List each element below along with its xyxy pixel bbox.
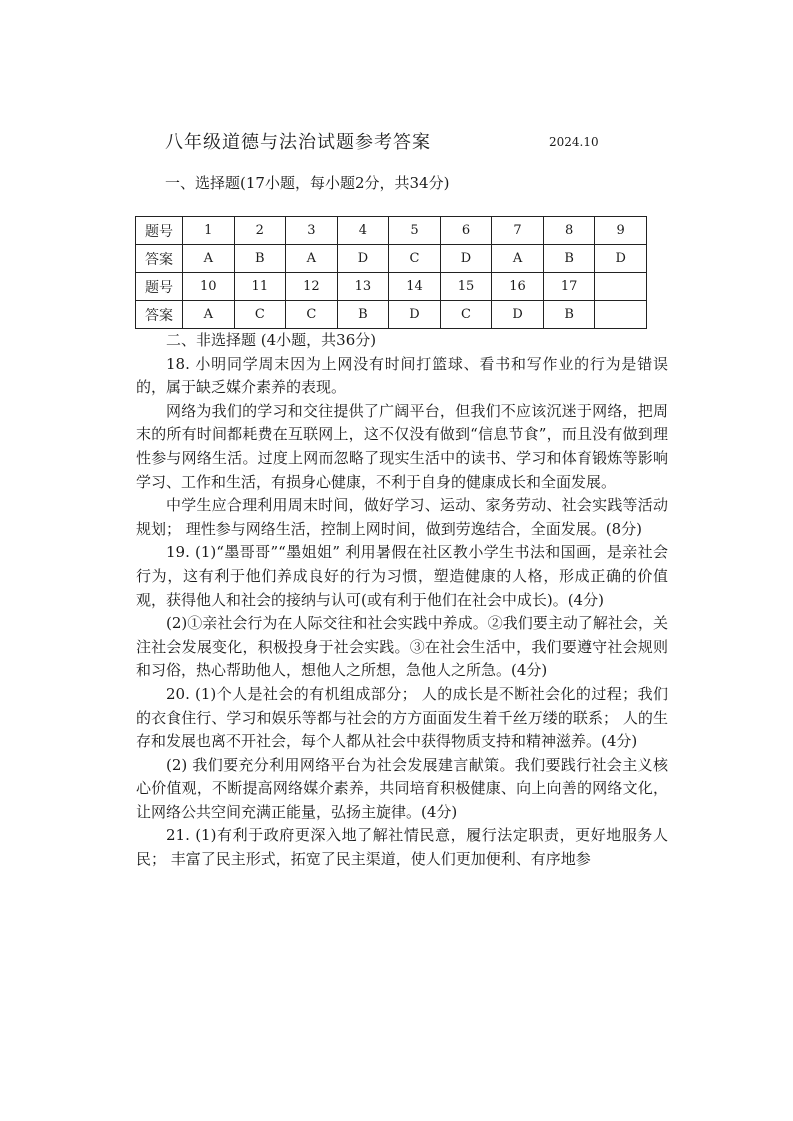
table-cell: B — [543, 301, 595, 329]
table-cell: D — [492, 301, 544, 329]
answer-paragraph: 20. (1)个人是社会的有机组成部分； 人的成长是不断社会化的过程；我们的衣食住行、学习和娱乐等都与社会的方方面面发生着千丝万缕的联系； 人的生存和发展也离不开社会，每个人都从社会中获得物质支持和精神滋养。(4分) — [136, 684, 668, 751]
table-cell: A — [183, 301, 235, 329]
table-cell: D — [389, 301, 441, 329]
table-cell: 10 — [183, 273, 235, 301]
table-cell: 12 — [286, 273, 338, 301]
answer-paragraph: (2) 我们要充分利用网络平台为社会发展建言献策。我们要践行社会主义核心价值观，不断提高网络媒介素养，共同培育积极健康、向上向善的网络文化，让网络公共空间充满正能量，弘扬主旋律。(4分) — [136, 755, 668, 821]
table-cell: 2 — [234, 217, 286, 245]
table-cell: 7 — [492, 217, 544, 245]
table-cell: 11 — [234, 273, 286, 301]
table-row — [136, 273, 647, 301]
table-cell: 8 — [543, 217, 595, 245]
answer-table — [135, 216, 647, 329]
row-label: 答案 — [136, 301, 183, 329]
table-cell: 17 — [543, 273, 595, 301]
answer-paragraph: 中学生应合理利用周末时间，做好学习、运动、家务劳动、社会实践等活动规划； 理性参与网络生活，控制上网时间，做到劳逸结合，全面发展。(8分) — [136, 496, 668, 538]
table-cell: D — [595, 245, 647, 273]
table-cell: 6 — [440, 217, 492, 245]
table-cell: D — [440, 245, 492, 273]
answer-body — [136, 329, 668, 872]
table-cell: B — [337, 301, 389, 329]
page-title: 八年级道德与法治试题参考答案 — [165, 132, 431, 153]
table-cell: C — [234, 301, 286, 329]
table-cell: 15 — [440, 273, 492, 301]
section-heading-multiple-choice: 一、选择题(17小题，每小题2分，共34分) — [165, 174, 450, 192]
table-row — [136, 301, 647, 329]
answer-paragraph: 19. (1)“墨哥哥”“墨姐姐” 利用暑假在社区教小学生书法和国画，是亲社会行为，这有利于他们养成良好的行为习惯，塑造健康的人格，形成正确的价值观，获得他人和社会的接纳与认可(或有利于他们在社会中成长)。(4分) — [136, 543, 668, 609]
row-label: 题号 — [136, 273, 183, 301]
table-row — [136, 217, 647, 245]
table-cell — [595, 301, 647, 329]
table-cell — [595, 273, 647, 301]
answer-paragraph: 18. 小明同学周末因为上网没有时间打篮球、看书和写作业的行为是错误的，属于缺乏媒介素养的表现。 — [136, 354, 668, 397]
table-cell: 4 — [337, 217, 389, 245]
answer-paragraph: 21. (1)有利于政府更深入地了解社情民意，履行法定职责，更好地服务人民； 丰富了民主形式，拓宽了民主渠道，使人们更加便利、有序地参 — [136, 826, 668, 869]
table-cell: A — [492, 245, 544, 273]
table-cell: D — [337, 245, 389, 273]
document-date: 2024.10 — [549, 135, 599, 149]
answer-paragraph: 网络为我们的学习和交往提供了广阔平台，但我们不应该沉迷于网络，把周末的所有时间都耗费在互联网上，这不仅没有做到“信息节食”，而且没有做到理性参与网络生活。过度上网而忽略了现实生活中的读书、学习和体育锻炼等影响学习、工作和生活，有损身心健康，不利于自身的健康成长和全面发展。 — [136, 401, 668, 491]
answer-paragraph: (2)①亲社会行为在人际交往和社会实践中养成。②我们要主动了解社会，关注社会发展变化，积极投身于社会实践。③在社会生活中，我们要遵守社会规则和习俗，热心帮助他人，想他人之所想，急他人之所急。(4分) — [136, 614, 668, 680]
table-cell: A — [183, 245, 235, 273]
table-cell: 1 — [183, 217, 235, 245]
table-cell: A — [286, 245, 338, 273]
table-cell: C — [440, 301, 492, 329]
table-cell: B — [234, 245, 286, 273]
table-cell: 9 — [595, 217, 647, 245]
table-cell: 3 — [286, 217, 338, 245]
table-cell: 13 — [337, 273, 389, 301]
table-cell: B — [543, 245, 595, 273]
table-cell: 16 — [492, 273, 544, 301]
row-label: 答案 — [136, 245, 183, 273]
table-cell: 5 — [389, 217, 441, 245]
table-row — [136, 245, 647, 273]
table-cell: C — [286, 301, 338, 329]
table-cell: 14 — [389, 273, 441, 301]
row-label: 题号 — [136, 217, 183, 245]
table-cell: C — [389, 245, 441, 273]
section-heading-non-choice: 二、非选择题 (4小题，共36分) — [166, 331, 377, 349]
